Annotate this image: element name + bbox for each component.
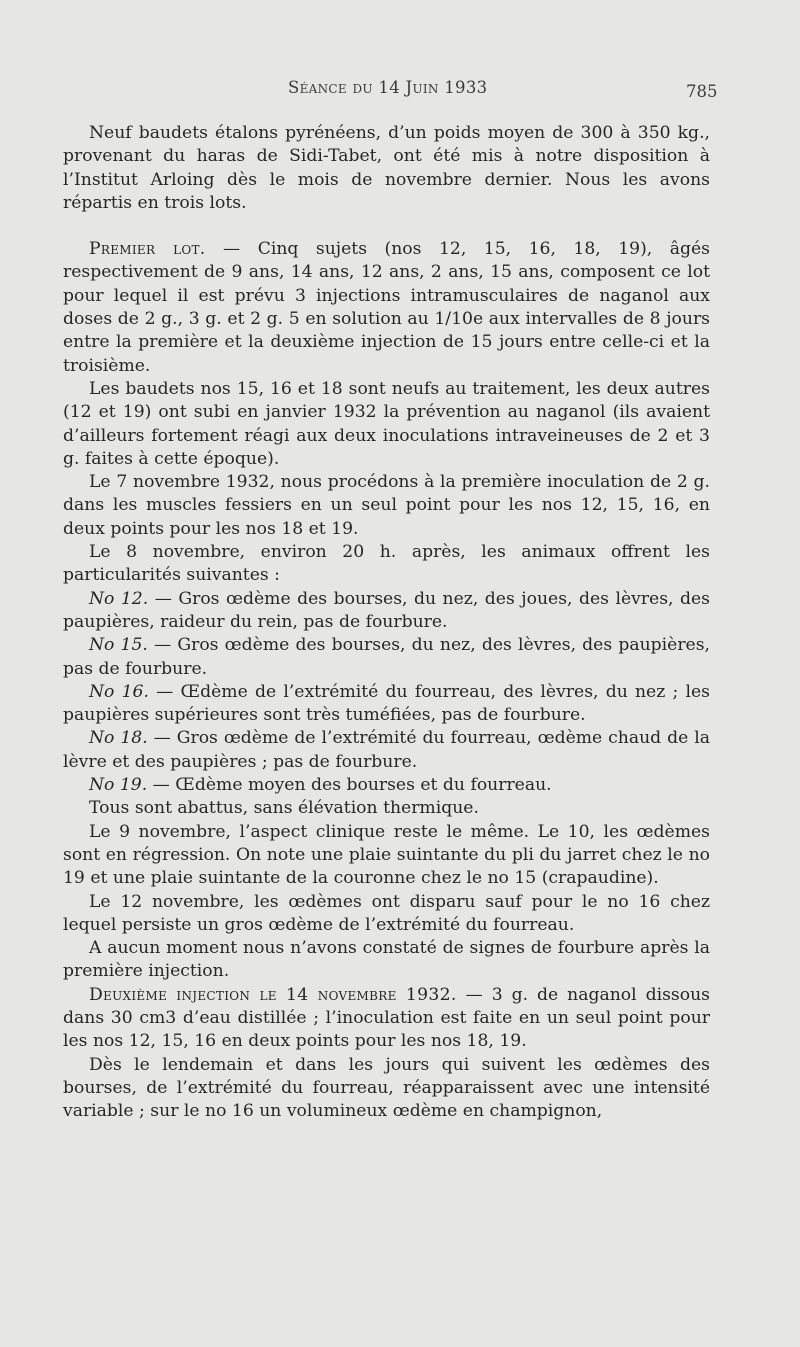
page-header <box>0 78 800 104</box>
subject-label: No 12. <box>89 588 149 609</box>
paragraph-text: — 3 g. de naganol dissous dans 30 cm3 d’eau distillée ; l’inoculation est faite en un seul point pour les nos 12, 15, 16 en deux points pour les nos 18, 19. <box>63 984 710 1052</box>
paragraph <box>63 681 710 728</box>
paragraph: Le 9 novembre, l’aspect clinique reste le même. Le 10, les œdèmes sont en régression. On note une plaie suintante du pli du jarret chez le no 19 et une plaie suintante de la couronne chez le no 15 (crapaudine). <box>63 821 710 889</box>
running-head: Séance du 14 Juin 1933 <box>288 78 488 97</box>
paragraph: Le 8 novembre, environ 20 h. après, les animaux offrent les particularités suivantes : <box>63 542 710 586</box>
body-text <box>63 122 710 1123</box>
paragraph: Neuf baudets étalons pyrénéens, d’un poids moyen de 300 à 350 kg., provenant du haras de Sidi-Tabet, ont été mis à notre disposition à l’Institut Arloing dès le mois de novembre dernier. Nous les avons répartis en trois lots. <box>63 123 710 213</box>
paragraph-text: — Gros œdème des bourses, du nez, des lèvres, des paupières, pas de fourbure. <box>63 635 710 679</box>
paragraph <box>63 774 710 797</box>
paragraph: Tous sont abattus, sans élévation thermique. <box>89 798 479 819</box>
paragraph-text: — Œdème de l’extrémité du fourreau, des lèvres, du nez ; les paupières supérieures sont très tuméfiées, pas de fourbure. <box>63 681 710 726</box>
paragraph <box>63 727 710 774</box>
subject-label: No 19. <box>89 775 148 796</box>
subject-label: No 15. <box>89 635 148 656</box>
paragraph: Dès le lendemain et dans les jours qui suivent les œdèmes des bourses, de l’extrémité du fourreau, réapparaissent avec une intensité variable ; sur le no 16 un volumineux œdème en champignon, <box>63 1054 710 1122</box>
paragraph: Le 12 novembre, les œdèmes ont disparu sauf pour le no 16 chez lequel persiste un gros œdème de l’extrémité du fourreau. <box>63 891 710 935</box>
paragraph <box>63 634 710 681</box>
subject-label: No 16. <box>89 681 149 702</box>
paragraph-text: — Œdème moyen des bourses et du fourreau. <box>147 775 552 796</box>
subject-label: No 18. <box>89 728 148 749</box>
paragraph <box>63 588 710 635</box>
paragraph: Les baudets nos 15, 16 et 18 sont neufs au traitement, les deux autres (12 et 19) ont subi en janvier 1932 la prévention au naganol (ils avaient d’ailleurs fortement réagi aux deux inoculations intraveineuses de 2 et 3 g. faites à cette époque). <box>63 378 710 469</box>
paragraph-text: — Gros œdème de l’extrémité du fourreau, œdème chaud de la lèvre et des paupières ; pas de fourbure. <box>63 728 710 772</box>
paragraph: Le 7 novembre 1932, nous procédons à la première inoculation de 2 g. dans les muscles fessiers en un seul point pour les nos 12, 15, 16, en deux points pour les nos 18 et 19. <box>63 472 710 539</box>
paragraph <box>63 238 710 378</box>
paragraph <box>63 984 710 1054</box>
page-number: 785 <box>686 82 718 101</box>
paragraph-text: — Gros œdème des bourses, du nez, des joues, des lèvres, des paupières, raideur du rein, pas de fourbure. <box>63 588 710 632</box>
section-heading: Premier lot. <box>89 239 206 260</box>
paragraph: A aucun moment nous n’avons constaté de signes de fourbure après la première injection. <box>63 938 710 982</box>
paragraph-text: — Cinq sujets (nos 12, 15, 16, 18, 19), âgés respectivement de 9 ans, 14 ans, 12 ans, 2 ans, 15 ans, composent ce lot pour lequel il est prévu 3 injections intramusculaires de naganol aux doses de 2 g., 3 g. et 2 g. 5 en solution au 1/10e aux intervalles de 8 jours entre la première et la deuxième injection de 15 jours entre celle-ci et la troisième. <box>63 239 710 376</box>
section-heading: Deuxième injection le 14 novembre 1932. <box>89 984 457 1005</box>
